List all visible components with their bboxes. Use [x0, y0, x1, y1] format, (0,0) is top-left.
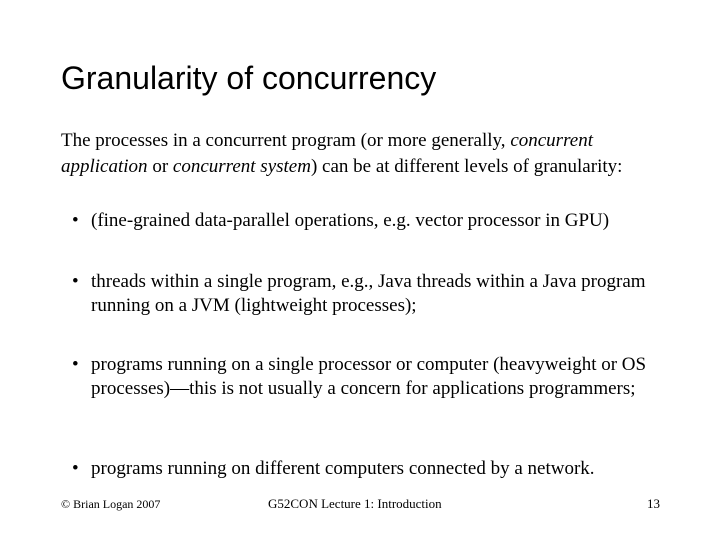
intro-text-1: The processes in a concurrent program (or more generally, [61, 130, 511, 151]
bullet-item [72, 353, 672, 401]
bullet-text: threads within a single program, e.g., Java threads within a Java program running on a JVM (lightweight processes); [91, 271, 646, 316]
bullet-item [72, 457, 672, 481]
footer-copyright: © Brian Logan 2007 [61, 497, 161, 511]
intro-text-2: or [147, 156, 173, 177]
footer-page-number: 13 [647, 496, 660, 511]
intro-text-3: ) can be at different levels of granularity: [310, 156, 623, 177]
bullet-text: programs running on a single processor or computer (heavyweight or OS processes)—this is not usually a concern for applications programmers; [91, 354, 647, 399]
footer-lecture-title: G52CON Lecture 1: Introduction [268, 496, 442, 511]
intro-emphasis-1: concurrent application [61, 130, 593, 177]
bullet-marker: • [72, 271, 79, 292]
intro-paragraph [61, 128, 681, 180]
bullet-item [72, 270, 672, 318]
slide-title: Granularity of concurrency [61, 60, 437, 96]
bullet-marker: • [72, 210, 79, 231]
bullet-marker: • [72, 458, 79, 479]
bullet-text: programs running on different computers connected by a network. [91, 458, 595, 479]
bullet-text: (fine-grained data-parallel operations, e.g. vector processor in GPU) [91, 210, 610, 231]
bullet-item [72, 209, 672, 233]
intro-emphasis-2: concurrent system [172, 156, 311, 177]
bullet-marker: • [72, 354, 79, 375]
